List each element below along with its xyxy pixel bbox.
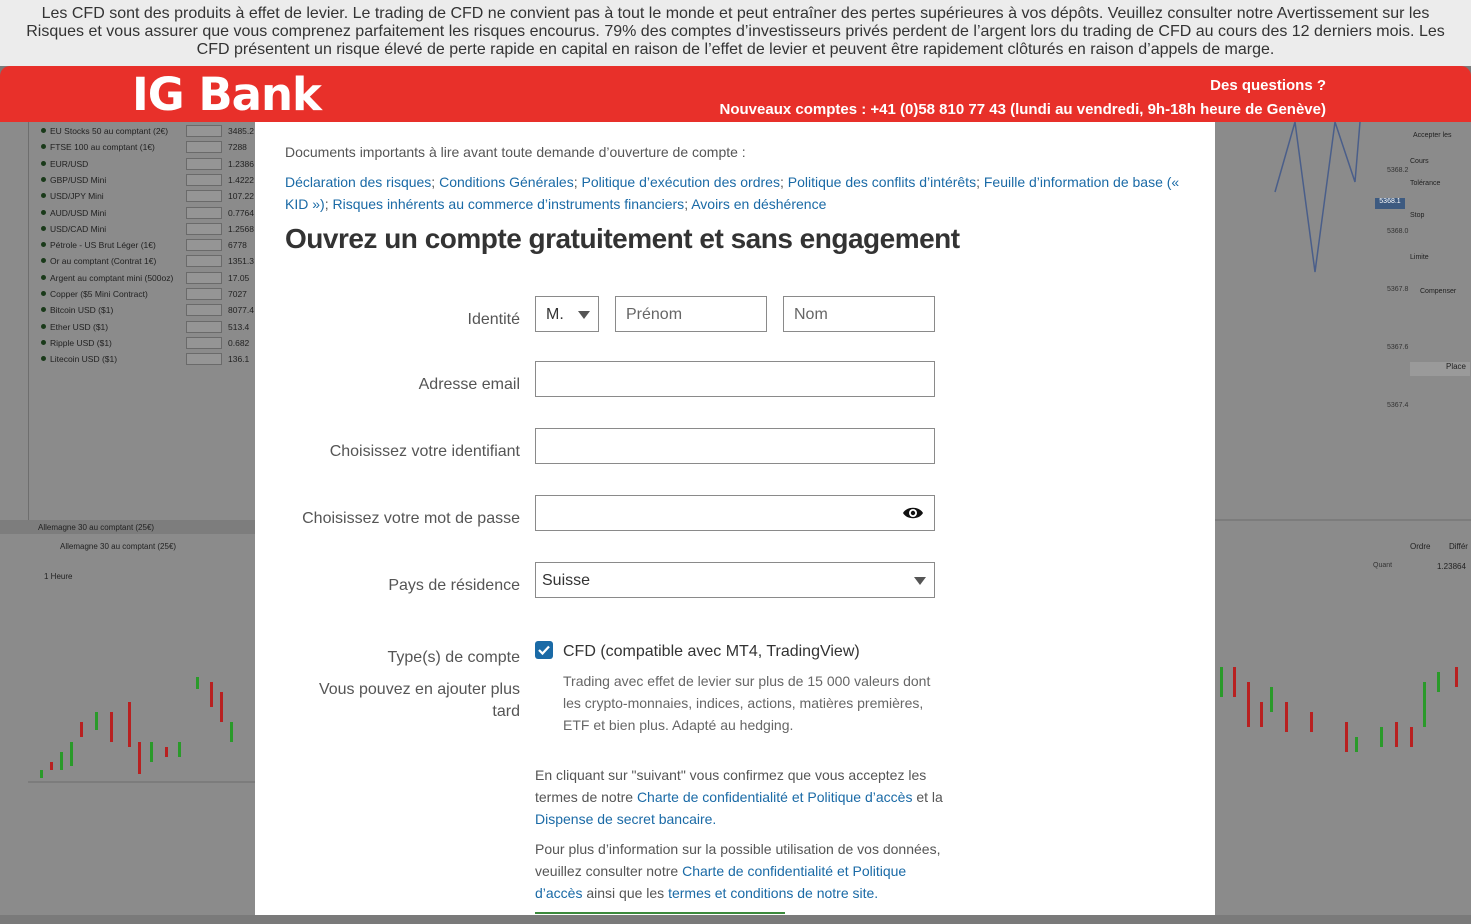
chevron-down-icon	[914, 577, 926, 585]
y-tick: 5367.4	[1387, 402, 1409, 409]
show-password-icon[interactable]	[902, 506, 924, 520]
country-select-value: Suisse	[542, 572, 591, 589]
qty-field: Quant	[1373, 562, 1393, 569]
y-tick: 5367.8	[1387, 286, 1409, 293]
legal-consent-text	[535, 764, 955, 830]
accept-label: Accepter les	[1413, 132, 1452, 139]
instrument-name: AUD/USD Mini	[50, 207, 107, 218]
instrument-name: Bitcoin USD ($1)	[50, 305, 114, 316]
firstname-input[interactable]	[615, 296, 767, 332]
instrument-name: Pétrole - US Brut Léger (1€)	[50, 240, 156, 251]
cours-label: Cours	[1410, 158, 1429, 165]
instrument-price: 1.2568	[228, 223, 254, 234]
limit-label: Limite	[1410, 254, 1429, 261]
instrument-price: 8077.4	[228, 305, 254, 316]
instrument-name: Ether USD ($1)	[50, 321, 109, 332]
y-tick: 5367.6	[1387, 344, 1409, 351]
kid-link[interactable]: Feuille d’information de base (« KID »)	[285, 174, 1180, 212]
tolerance-label: Tolérance	[1410, 180, 1441, 187]
bank-secrecy-waiver-link[interactable]: Dispense de secret bancaire.	[535, 811, 717, 827]
place-button: Place	[1410, 362, 1470, 376]
cfd-checkbox[interactable]	[535, 641, 553, 659]
instrument-price: 7027	[228, 289, 247, 299]
instrument-price: 1.2386	[228, 158, 254, 169]
instrument-name: USD/JPY Mini	[50, 191, 104, 202]
instrument-price: 17.05	[228, 272, 250, 283]
chart-instrument: Allemagne 30 au comptant (25€)	[60, 542, 177, 551]
account-signup-modal	[255, 122, 1215, 915]
instrument-price: 7288	[228, 142, 247, 153]
instrument-price: 6778	[228, 240, 247, 251]
instrument-price: 136.1	[228, 354, 250, 365]
financial-risks-link[interactable]: Risques inhérents au commerce d’instruments financiers	[332, 196, 685, 212]
title-select-value: M.	[546, 306, 564, 323]
y-tick-current: 5368.1	[1375, 198, 1405, 209]
risk-warning-banner: Les CFD sont des produits à effet de levier. Le trading de CFD ne convient pas à tout le monde et peut entraîner des pertes supérieures à vos dépôts. Veuillez consulter notre Avertissement sur les Risques et vous assurer que vous comprenez parfaitement les risques encourus. 79% des comptes d’investisseurs privés perdent de l’argent lors du trading de CFD au cours des 12 derniers mois. Les CFD présentent un risque élevé de perte rapide en capital en raison de l’effet de levier et peuvent être rapidement clôturés en raison d’appels de marge.	[0, 0, 1471, 66]
instrument-price: 1351.3	[228, 256, 254, 267]
document-links: Déclaration des risques; Conditions Générales; Politique d’exécution des ordres; Politique des conflits d’intérêts; Feuille d’information de base (« KID »); Risques inhérents au commerce d’instruments financiers; Avoirs en déshérence	[285, 174, 1180, 212]
legal-text: Pour plus d’information sur la possible utilisation de vos données, veuillez consulter notre	[535, 841, 941, 879]
general-conditions-link[interactable]: Conditions Générales	[439, 174, 574, 190]
page-title: Ouvrez un compte gratuitement et sans engagement	[285, 223, 960, 254]
lastname-input[interactable]	[783, 296, 935, 332]
instrument-price: 0.7764	[228, 207, 254, 218]
cfd-label[interactable]: CFD (compatible avec MT4, TradingView)	[563, 643, 860, 660]
legal-text: et la	[912, 789, 943, 805]
risk-declaration-link[interactable]: Déclaration des risques	[285, 174, 432, 190]
instrument-name: FTSE 100 au comptant (1€)	[50, 142, 155, 153]
site-header	[0, 66, 1471, 122]
privacy-charter-link-2[interactable]: Charte de confidentialité et Politique d’accès	[535, 863, 907, 901]
background-line-chart	[1215, 122, 1471, 915]
chart-tab: Allemagne 30 au comptant (25€)	[38, 523, 155, 532]
documents-title: Documents importants à lire avant toute demande d’ouverture de compte :	[285, 144, 746, 160]
diff-label: Différ	[1449, 542, 1468, 551]
questions-text: Des questions ?	[1210, 77, 1326, 94]
instrument-name: Argent au comptant mini (500oz)	[50, 272, 174, 283]
cfd-description: Trading avec effet de levier sur plus de 15 000 valeurs dont les crypto-monnaies, indices, actions, matières premières, ETF et bien plus. Adapté au hedging.	[563, 673, 931, 733]
username-label: Choisissez votre identifiant	[329, 443, 520, 460]
instrument-name: Copper ($5 Mini Contract)	[50, 289, 148, 299]
legal-text: En cliquant sur "suivant" vous confirmez que vous acceptez les termes de notre	[535, 767, 927, 805]
execution-policy-link[interactable]: Politique d’exécution des ordres	[581, 174, 780, 190]
country-label: Pays de résidence	[388, 577, 520, 594]
firstname-placeholder: Prénom	[626, 306, 683, 323]
ig-bank-logo[interactable]: IG Bank	[132, 68, 321, 121]
username-input[interactable]	[535, 428, 935, 464]
y-tick: 5368.2	[1387, 167, 1409, 174]
password-label: Choisissez votre mot de passe	[302, 510, 520, 527]
legal-data-text	[535, 838, 955, 904]
compenser-label: Compenser	[1420, 288, 1457, 295]
instrument-name: GBP/USD Mini	[50, 174, 107, 185]
background-candles-left	[0, 122, 255, 915]
contact-info	[720, 74, 1326, 122]
order-label: Ordre	[1410, 542, 1431, 551]
instrument-price: 513.4	[228, 321, 250, 332]
account-type-label: Type(s) de compte	[387, 649, 520, 666]
conflicts-policy-link[interactable]: Politique des conflits d’intérêts	[787, 174, 977, 190]
instrument-name: Litecoin USD ($1)	[50, 354, 118, 365]
instrument-name: Or au comptant (Contrat 1€)	[50, 256, 157, 267]
phone-text: Nouveaux comptes : +41 (0)58 810 77 43 (lundi au vendredi, 9h-18h heure de Genève)	[719, 101, 1326, 118]
background-order-panel	[1215, 122, 1471, 915]
site-terms-link[interactable]: termes et conditions de notre site.	[668, 885, 879, 901]
next-button[interactable]	[535, 912, 785, 924]
legal-text: ainsi que les	[582, 885, 669, 901]
instrument-name: EU Stocks 50 au comptant (2€)	[50, 126, 169, 136]
dormant-assets-link[interactable]: Avoirs en déshérence	[691, 196, 827, 212]
price-field: 1.23864	[1437, 562, 1466, 571]
instrument-price: 0.682	[228, 337, 250, 348]
instrument-price: 107.22	[228, 191, 254, 202]
chevron-down-icon	[578, 311, 590, 319]
password-input[interactable]	[535, 495, 935, 531]
y-tick: 5368.0	[1387, 228, 1409, 235]
email-label: Adresse email	[418, 376, 520, 393]
account-type-hint: Vous pouvez en ajouter plus tard	[318, 681, 520, 720]
title-select[interactable]	[535, 296, 599, 332]
identity-label: Identité	[467, 311, 520, 328]
instrument-name: USD/CAD Mini	[50, 223, 107, 234]
privacy-charter-link[interactable]: Charte de confidentialité et Politique d’accès	[636, 789, 913, 805]
country-select[interactable]	[535, 562, 935, 598]
stop-label: Stop	[1410, 212, 1425, 219]
instrument-name: Ripple USD ($1)	[50, 337, 112, 348]
checkmark-icon	[535, 641, 553, 659]
chart-timeframe: 1 Heure	[44, 572, 73, 581]
instrument-name: EUR/USD	[50, 158, 89, 169]
email-input[interactable]	[535, 361, 935, 397]
background-watchlist-panel	[0, 122, 255, 915]
lastname-placeholder: Nom	[794, 306, 828, 323]
instrument-price: 3485.2	[228, 126, 254, 136]
instrument-price: 1.4222	[228, 174, 254, 185]
